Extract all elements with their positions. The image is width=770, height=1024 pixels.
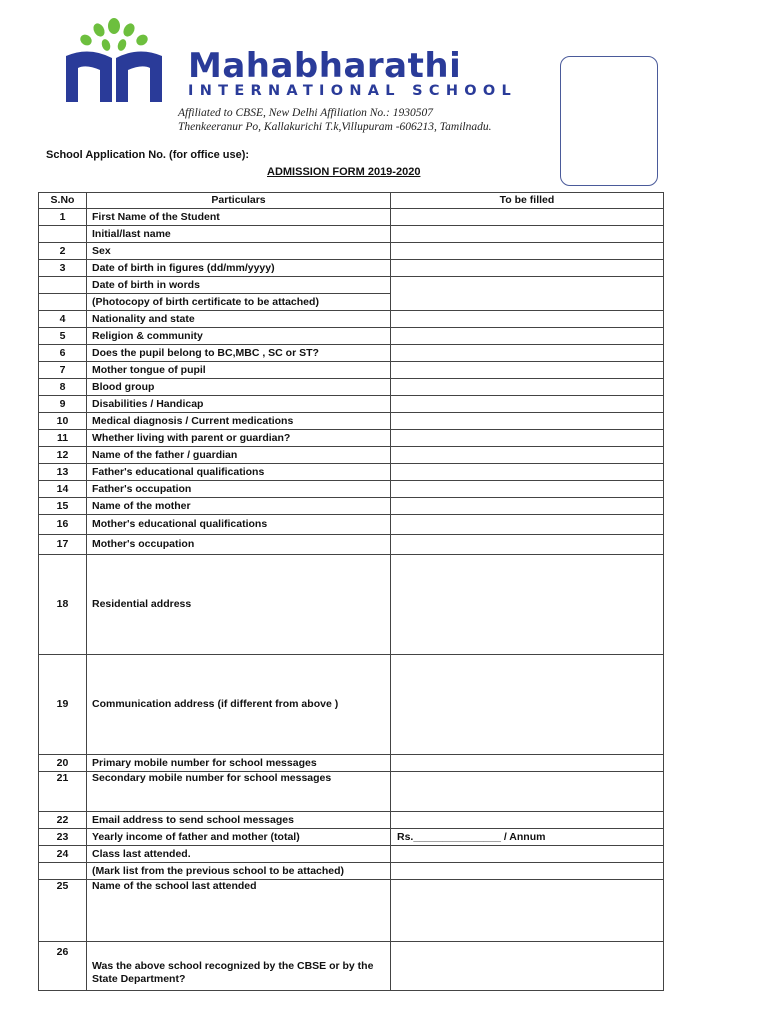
table-row xyxy=(39,755,664,772)
table-row xyxy=(39,829,664,846)
serial-number: 3 xyxy=(39,260,87,277)
particular-label: Name of the father / guardian xyxy=(87,447,391,464)
serial-number xyxy=(39,277,87,294)
fill-field[interactable] xyxy=(391,655,664,755)
table-header-row xyxy=(39,193,664,209)
table-row xyxy=(39,209,664,226)
table-row xyxy=(39,535,664,555)
admission-form-table xyxy=(38,192,664,991)
fill-field[interactable] xyxy=(391,260,664,277)
fill-field[interactable] xyxy=(391,555,664,655)
particular-label: Name of the school last attended xyxy=(87,880,391,942)
particular-label: Blood group xyxy=(87,379,391,396)
serial-number: 16 xyxy=(39,515,87,535)
fill-field[interactable] xyxy=(391,362,664,379)
fill-field[interactable] xyxy=(391,243,664,260)
particular-label: Does the pupil belong to BC,MBC , SC or ST? xyxy=(87,345,391,362)
fill-field[interactable] xyxy=(391,942,664,991)
fill-field[interactable] xyxy=(391,328,664,345)
serial-number: 22 xyxy=(39,812,87,829)
serial-number: 10 xyxy=(39,413,87,430)
table-row xyxy=(39,812,664,829)
fill-field[interactable] xyxy=(391,772,664,812)
fill-field[interactable] xyxy=(391,226,664,243)
serial-number: 15 xyxy=(39,498,87,515)
table-row xyxy=(39,447,664,464)
table-row xyxy=(39,942,664,991)
serial-number: 2 xyxy=(39,243,87,260)
serial-number: 5 xyxy=(39,328,87,345)
particular-label: Medical diagnosis / Current medications xyxy=(87,413,391,430)
particular-label: Mother tongue of pupil xyxy=(87,362,391,379)
affiliation-text: Affiliated to CBSE, New Delhi Affiliation No.: 1930507 xyxy=(178,107,434,119)
table-row xyxy=(39,311,664,328)
serial-number: 24 xyxy=(39,846,87,863)
table-row xyxy=(39,430,664,447)
school-name: Mahabharathi xyxy=(188,46,462,86)
particular-label: First Name of the Student xyxy=(87,209,391,226)
table-row xyxy=(39,846,664,863)
particular-label: Father's educational qualifications xyxy=(87,464,391,481)
fill-field[interactable] xyxy=(391,396,664,413)
table-row xyxy=(39,226,664,243)
column-particulars: Particulars xyxy=(87,193,391,209)
serial-number xyxy=(39,294,87,311)
serial-number: 12 xyxy=(39,447,87,464)
serial-number: 17 xyxy=(39,535,87,555)
particular-label: (Mark list from the previous school to be attached) xyxy=(87,863,391,880)
table-row xyxy=(39,413,664,430)
serial-number: 19 xyxy=(39,655,87,755)
particular-label: Date of birth in words xyxy=(87,277,391,294)
fill-field[interactable] xyxy=(391,447,664,464)
particular-label: Sex xyxy=(87,243,391,260)
serial-number: 8 xyxy=(39,379,87,396)
fill-field[interactable] xyxy=(391,379,664,396)
fill-field[interactable] xyxy=(391,311,664,328)
table-row xyxy=(39,243,664,260)
serial-number: 26 xyxy=(39,942,87,991)
serial-number: 4 xyxy=(39,311,87,328)
school-subtitle: INTERNATIONAL SCHOOL xyxy=(188,83,518,99)
serial-number: 18 xyxy=(39,555,87,655)
fill-field[interactable] xyxy=(391,515,664,535)
school-address: Thenkeeranur Po, Kallakurichi T.k,Villupuram -606213, Tamilnadu. xyxy=(178,121,492,133)
serial-number: 23 xyxy=(39,829,87,846)
fill-field[interactable]: Rs._______________ / Annum xyxy=(391,829,664,846)
particular-label: Yearly income of father and mother (total) xyxy=(87,829,391,846)
serial-number: 11 xyxy=(39,430,87,447)
fill-field[interactable] xyxy=(391,880,664,942)
table-row xyxy=(39,277,664,294)
particular-label: (Photocopy of birth certificate to be attached) xyxy=(87,294,391,311)
table-row xyxy=(39,863,664,880)
table-row xyxy=(39,772,664,812)
book-tree-logo-icon xyxy=(64,18,164,103)
serial-number: 6 xyxy=(39,345,87,362)
table-row xyxy=(39,481,664,498)
particular-label: Mother's occupation xyxy=(87,535,391,555)
serial-number: 7 xyxy=(39,362,87,379)
particular-label: Disabilities / Handicap xyxy=(87,396,391,413)
particular-label: Name of the mother xyxy=(87,498,391,515)
photo-placeholder[interactable] xyxy=(560,56,658,186)
particular-label: Nationality and state xyxy=(87,311,391,328)
column-to-be-filled: To be filled xyxy=(391,193,664,209)
serial-number: 13 xyxy=(39,464,87,481)
particular-label: Was the above school recognized by the CBSE or by the State Department? xyxy=(87,942,391,991)
fill-field[interactable] xyxy=(391,481,664,498)
particular-label: Class last attended. xyxy=(87,846,391,863)
particular-label: Mother's educational qualifications xyxy=(87,515,391,535)
form-title: ADMISSION FORM 2019-2020 xyxy=(267,166,421,178)
fill-field[interactable] xyxy=(391,755,664,772)
serial-number: 25 xyxy=(39,880,87,942)
fill-field[interactable] xyxy=(391,209,664,226)
particular-label: Communication address (if different from above ) xyxy=(87,655,391,755)
fill-field[interactable] xyxy=(391,863,664,880)
fill-field[interactable] xyxy=(391,498,664,515)
serial-number: 21 xyxy=(39,772,87,812)
affiliation-line xyxy=(178,106,491,134)
application-number-label: School Application No. (for office use): xyxy=(46,149,250,161)
serial-number: 1 xyxy=(39,209,87,226)
table-row xyxy=(39,362,664,379)
table-row xyxy=(39,880,664,942)
fill-field[interactable] xyxy=(391,413,664,430)
table-row xyxy=(39,498,664,515)
serial-number: 14 xyxy=(39,481,87,498)
particular-label: Religion & community xyxy=(87,328,391,345)
table-row xyxy=(39,464,664,481)
table-row xyxy=(39,555,664,655)
fill-field[interactable] xyxy=(391,277,664,311)
particular-label: Primary mobile number for school messages xyxy=(87,755,391,772)
fill-field[interactable] xyxy=(391,464,664,481)
table-row xyxy=(39,328,664,345)
table-row xyxy=(39,260,664,277)
fill-field[interactable] xyxy=(391,430,664,447)
fill-field[interactable] xyxy=(391,846,664,863)
serial-number: 9 xyxy=(39,396,87,413)
table-row xyxy=(39,396,664,413)
fill-field[interactable] xyxy=(391,812,664,829)
table-row xyxy=(39,515,664,535)
particular-label: Father's occupation xyxy=(87,481,391,498)
serial-number xyxy=(39,226,87,243)
particular-label: Residential address xyxy=(87,555,391,655)
particular-label: Initial/last name xyxy=(87,226,391,243)
table-row xyxy=(39,379,664,396)
fill-field[interactable] xyxy=(391,345,664,362)
particular-label: Secondary mobile number for school messages xyxy=(87,772,391,812)
particular-label: Whether living with parent or guardian? xyxy=(87,430,391,447)
table-row xyxy=(39,655,664,755)
serial-number xyxy=(39,863,87,880)
table-row xyxy=(39,345,664,362)
particular-label: Date of birth in figures (dd/mm/yyyy) xyxy=(87,260,391,277)
serial-number: 20 xyxy=(39,755,87,772)
fill-field[interactable] xyxy=(391,535,664,555)
column-sno: S.No xyxy=(39,193,87,209)
particular-label: Email address to send school messages xyxy=(87,812,391,829)
